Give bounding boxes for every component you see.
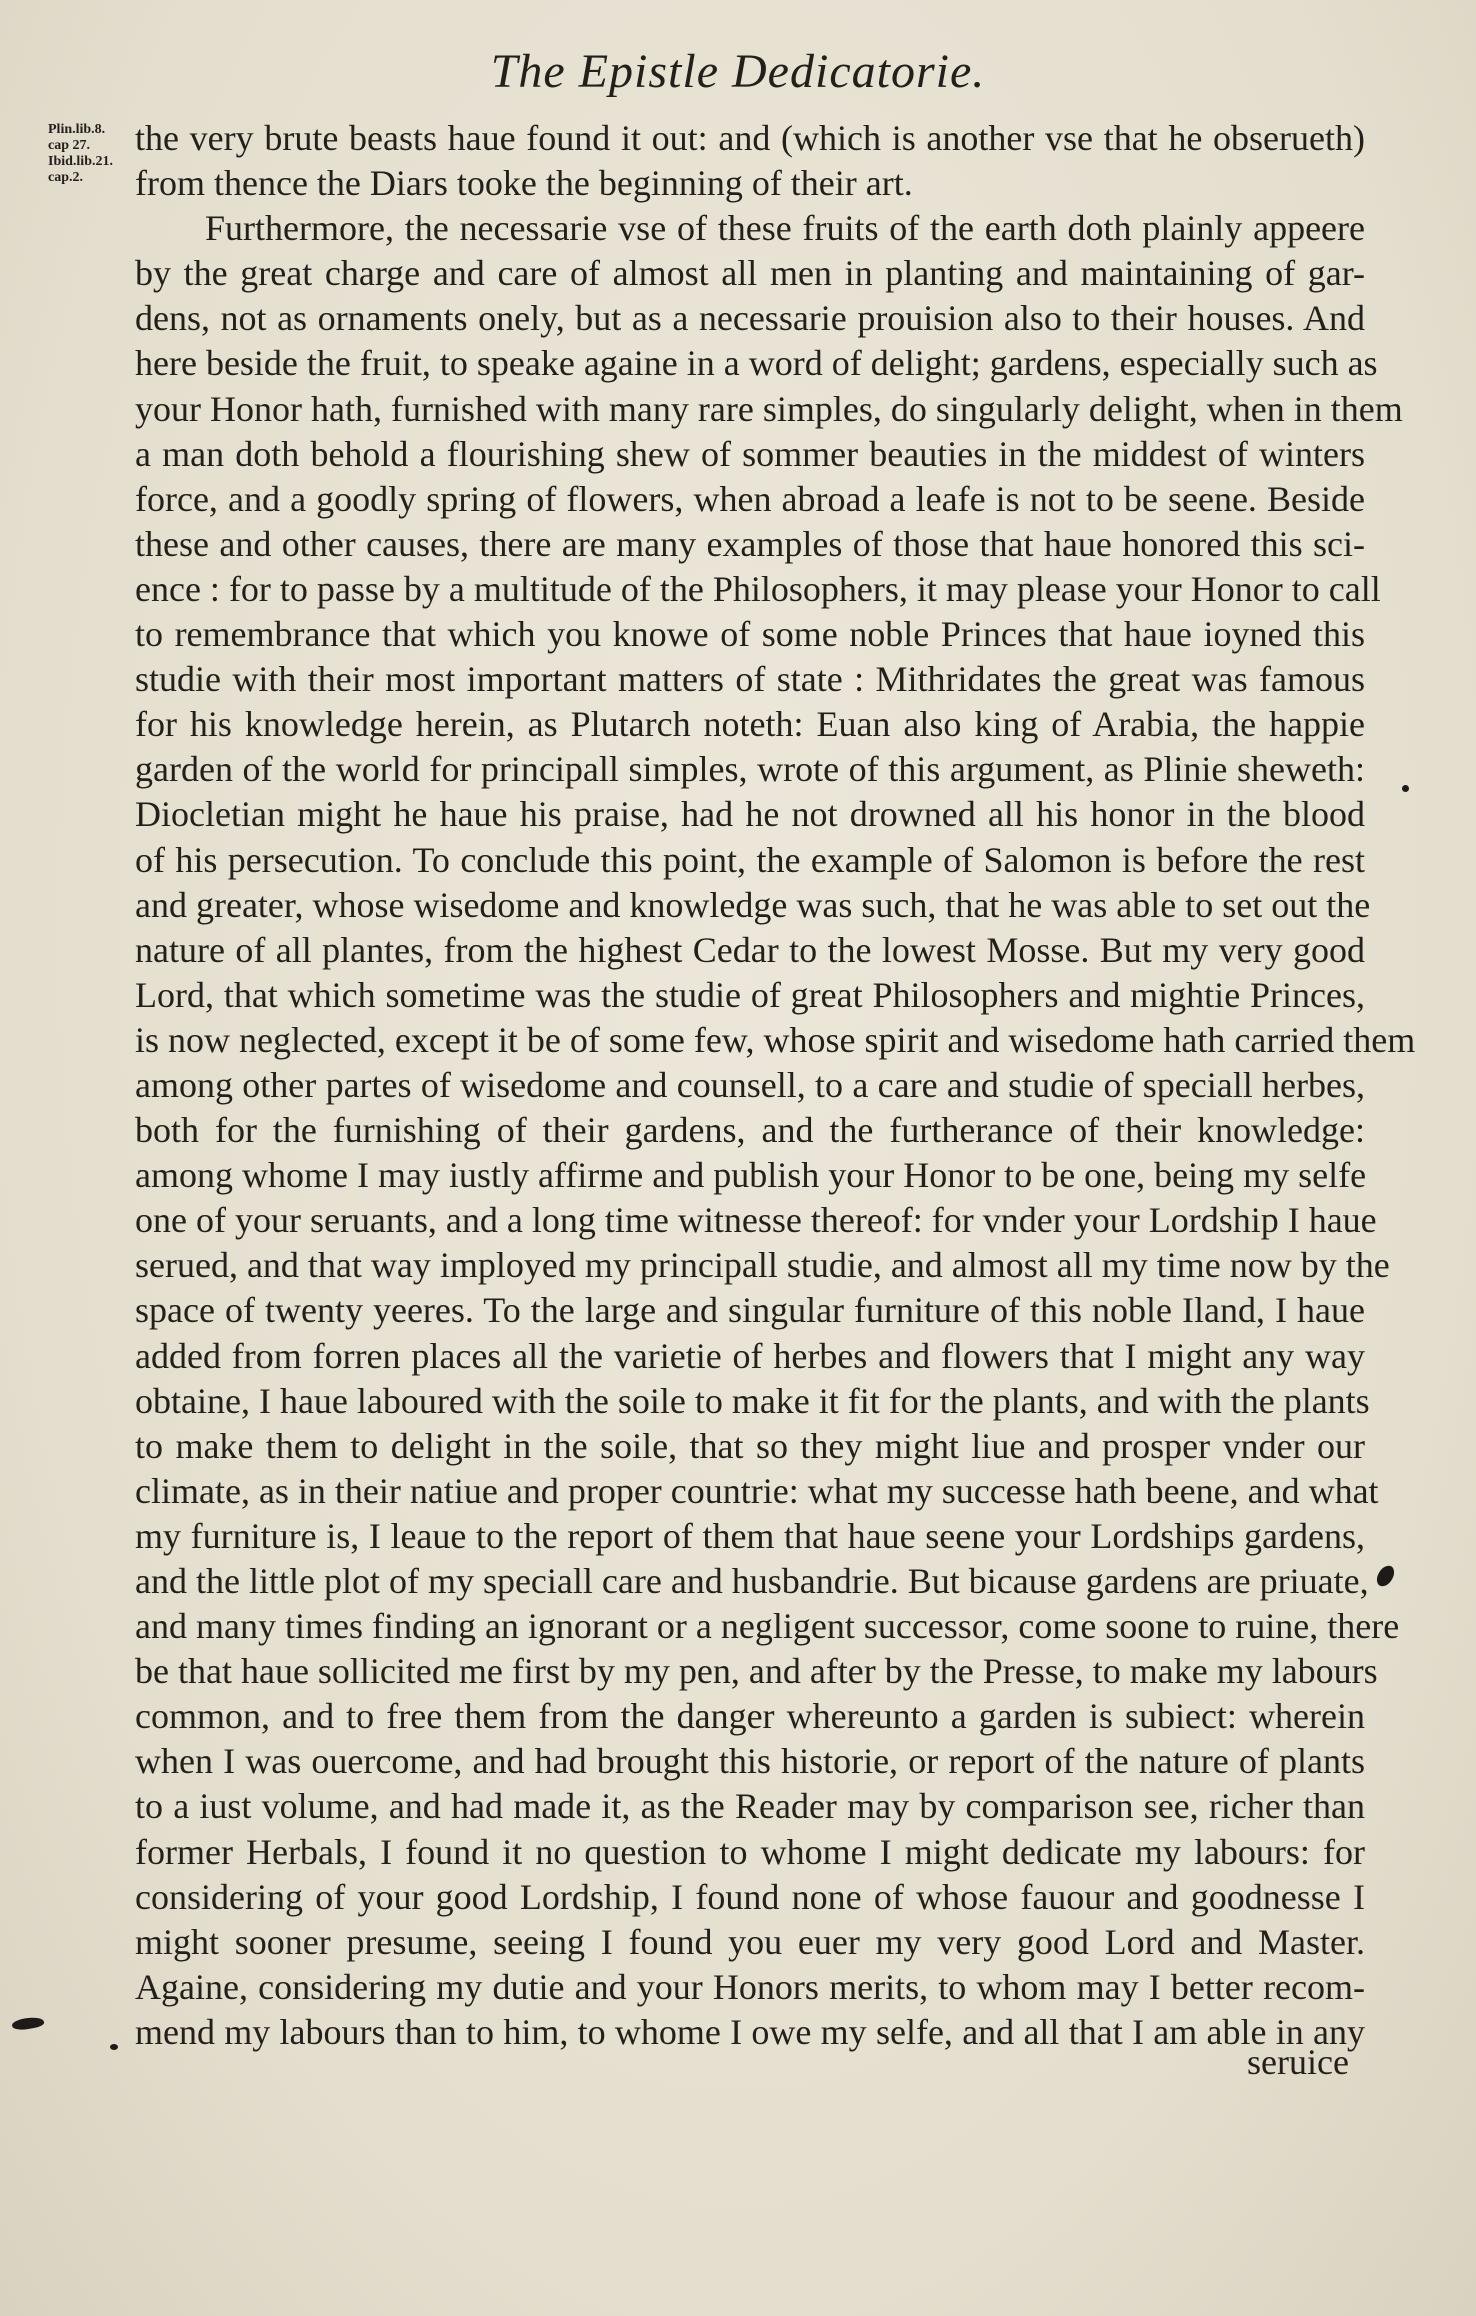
- text-line: of his persecution. To conclude this point, the example of Salomon is before the rest: [135, 839, 1365, 880]
- running-header: The Epistle Dedicatorie.: [490, 45, 986, 98]
- text-line: mend my labours than to him, to whome I owe my selfe, and all that I am able in any: [135, 2011, 1365, 2052]
- margin-notes: [48, 122, 140, 186]
- text-line: to remembrance that which you knowe of some noble Princes that haue ioyned this: [135, 614, 1365, 655]
- text-line: nature of all plantes, from the highest Cedar to the lowest Mosse. But my very good: [135, 929, 1365, 970]
- text-line: garden of the world for principall simples, wrote of this argument, as Plinie sheweth:: [135, 749, 1365, 790]
- text-line: your Honor hath, furnished with many rare simples, do singularly delight, when in them: [135, 388, 1403, 429]
- margin-note: Ibid.lib.21.: [48, 154, 113, 169]
- text-line: Diocletian might he haue his praise, had he not drowned all his honor in the blood: [135, 794, 1365, 835]
- text-line: to make them to delight in the soile, that so they might liue and prosper vnder our: [135, 1425, 1365, 1466]
- text-line: Furthermore, the necessarie vse of these fruits of the earth doth plainly appeere: [205, 208, 1365, 249]
- catchword: seruice: [1247, 2042, 1349, 2082]
- text-line: by the great charge and care of almost all men in planting and maintaining of gar-: [135, 253, 1365, 294]
- text-line: obtaine, I haue laboured with the soile to make it fit for the plants, and with the plants: [135, 1380, 1370, 1421]
- text-line: here beside the fruit, to speake againe in a word of delight; gardens, especially such as: [135, 343, 1378, 384]
- text-line: force, and a goodly spring of flowers, when abroad a leafe is not to be seene. Beside: [135, 478, 1365, 519]
- text-line: Againe, considering my dutie and your Honors merits, to whom may I better recom-: [135, 1966, 1365, 2007]
- text-line: and the little plot of my speciall care and husbandrie. But bicause gardens are priuate,: [135, 1561, 1369, 1601]
- ink-blot: [1402, 785, 1409, 792]
- text-line: and many times finding an ignorant or a negligent successor, come soone to ruine, there: [135, 1606, 1400, 1647]
- text-line: these and other causes, there are many examples of those that haue honored this sci-: [135, 523, 1365, 564]
- ink-blot: [11, 2015, 44, 2031]
- text-line: added from forren places all the varietie of herbes and flowers that I might any way: [135, 1335, 1365, 1376]
- ink-blot: [1375, 1563, 1397, 1589]
- margin-note: Plin.lib.8.: [48, 122, 106, 137]
- text-line: my furniture is, I leaue to the report of them that haue seene your Lordships gardens,: [135, 1515, 1365, 1556]
- text-line: from thence the Diars tooke the beginning of their art.: [135, 163, 913, 204]
- text-line: former Herbals, I found it no question to whome I might dedicate my labours: for: [135, 1831, 1365, 1872]
- text-line: a man doth behold a flourishing shew of sommer beauties in the middest of winters: [135, 433, 1365, 474]
- text-line: space of twenty yeeres. To the large and singular furniture of this noble Iland, I haue: [135, 1290, 1365, 1331]
- text-line: among whome I may iustly affirme and publish your Honor to be one, being my selfe: [135, 1155, 1367, 1196]
- text-line: for his knowledge herein, as Plutarch noteth: Euan also king of Arabia, the happie: [135, 704, 1365, 745]
- ink-blot: [110, 2044, 118, 2050]
- text-line: might sooner presume, seeing I found you euer my very good Lord and Master.: [135, 1921, 1365, 1962]
- text-line: among other partes of wisedome and counsell, to a care and studie of speciall herbes,: [135, 1064, 1365, 1105]
- text-line: is now neglected, except it be of some few, whose spirit and wisedome hath carried them: [135, 1019, 1416, 1060]
- text-line: when I was ouercome, and had brought this historie, or report of the nature of plants: [135, 1741, 1365, 1782]
- text-line: one of your seruants, and a long time witnesse thereof: for vnder your Lordship I haue: [135, 1200, 1377, 1241]
- text-line: Lord, that which sometime was the studie of great Philosophers and mightie Princes,: [135, 974, 1365, 1015]
- text-line: ence : for to passe by a multitude of the Philosophers, it may please your Honor to call: [135, 568, 1381, 609]
- text-line: dens, not as ornaments onely, but as a necessarie prouision also to their houses. And: [135, 298, 1365, 339]
- text-line: both for the furnishing of their gardens, and the furtherance of their knowledge:: [135, 1110, 1365, 1151]
- margin-note: cap.2.: [48, 170, 83, 185]
- text-line: to a iust volume, and had made it, as the Reader may by comparison see, richer than: [135, 1786, 1365, 1827]
- margin-note: cap 27.: [48, 138, 90, 153]
- text-line: common, and to free them from the danger whereunto a garden is subiect: wherein: [135, 1696, 1365, 1737]
- text-line: climate, as in their natiue and proper countrie: what my successe hath beene, and what: [135, 1470, 1379, 1511]
- text-line: be that haue sollicited me first by my pen, and after by the Presse, to make my labours: [135, 1651, 1378, 1692]
- text-line: studie with their most important matters of state : Mithridates the great was famous: [135, 659, 1365, 700]
- text-line: and greater, whose wisedome and knowledge was such, that he was able to set out the: [135, 884, 1371, 925]
- text-line: the very brute beasts haue found it out: and (which is another vse that he obserueth): [135, 118, 1365, 158]
- body-text: [135, 116, 1416, 2055]
- text-line: considering of your good Lordship, I found none of whose fauour and goodnesse I: [135, 1876, 1365, 1917]
- text-line: serued, and that way imployed my principall studie, and almost all my time now by the: [135, 1245, 1390, 1286]
